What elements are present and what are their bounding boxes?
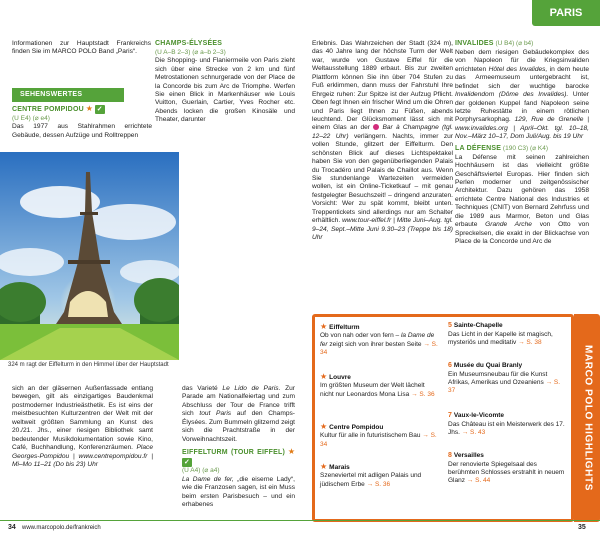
defense-title: LA DÉFENSE (455, 144, 502, 152)
page-number-right: 35 (578, 524, 586, 531)
highlight-item: ★ Marais Szeneviertel mit adligen Palais und jüdischem Erbe → S. 36 (320, 462, 422, 488)
centre-title: CENTRE POMPIDOU (12, 106, 84, 113)
photo-caption: 324 m ragt der Eiffelturm in den Himmel über der Hauptstadt (8, 362, 169, 368)
centre-pompidou-entry: CENTRE POMPIDOU ★ ✓ (U E4) (⌀ e4) Das 1977 aus Stahlrahmen errichtete Gebäude, dessen Aufzüge und Rolltreppen (12, 104, 152, 139)
map-icon: ⌀ (518, 40, 523, 47)
thumbs-icon: ✓ (96, 106, 103, 113)
champs-title: CHAMPS-ÉLYSÉES (155, 40, 223, 47)
highlight-item: ★ Centre Pompidou Kultur für alle in futuristischem Bau → S. 34 (320, 422, 437, 448)
map-icon: ⌀ (532, 144, 537, 152)
highlights-side-label: MARCO POLO HIGHLIGHTS (574, 314, 600, 522)
eiffel-tower-photo (0, 152, 179, 360)
star-icon: ★ (320, 372, 328, 381)
star-icon: ★ (320, 422, 328, 431)
champs-elysees-entry: CHAMPS-ÉLYSÉES (U A–B 2–3) (⌀ a–b 2–3) Die Shopping- und Flaniermeile von Paris zieht sich über eine Strecke von 2 km und fünf Metrostationen schnurgerade von der Place de la Concorde bis zum Arc de Triomphe. Werfen Sie einen Blick in Markenhäuser wie Louis Vuitton, Guerlain, Cartier, Yves Rocher etc. Abends locken die großen Kinosäle und Theater, darunter (155, 40, 295, 124)
eiffel-title: EIFFELTURM (TOUR EIFFEL) (182, 449, 285, 457)
highlight-item: 7 Vaux-le-Vicomte Das Château ist ein Meisterwerk des 17. Jhs. → S. 43 (448, 412, 565, 437)
footer-rule (0, 520, 300, 521)
highlight-item: ★ Louvre Im größten Museum der Welt lächelt nicht nur Leonardos Mona Lisa → S. 36 (320, 372, 435, 398)
highlight-item: 5 Sainte-Chapelle Das Licht in der Kapelle ist magisch, mysteriös und meditativ → S. 38 (448, 322, 553, 347)
invalides-entry: INVALIDES (U B4) (⌀ b4) Neben dem riesigen Gebäudekomplex des von Napoleon für die Kriegsinvaliden errichteten Hôtel des Invalides, in dem heute das Armeemuseum untergebracht ist, befindet sich der wuchtige barocke Invalidendom (Dôme des Invalides). Unter der goldenen Kuppel fand Napoleon seine letzte Ruhestätte in einem rötlichen Porphyrsarkophag. 129, Rue de Grenelle | www.invalides.org | April–Okt. tgl. 10–18, Nov.–März 10–17, Dom Juli/Aug. bis 19 Uhr LA DÉFENSE (190 C3) (⌀ K4) La Défense mit seinen zahlreichen Hochhäusern ist das vielleicht größte Geschäftsviertel Europas. Hier finden sich Perlen moderner und zeitgenössischer Architektur. Dazu gehören das 1958 errichtete Centre National des Industries et Techniques (CNIT) von Bernard Zehrfuss und die 1989 aus Marmor, Beton und Glas erbaute Grande Arche von Otto von Spreckelsen, die exakt in der Blickachse von Place de la Concorde und Arc de (455, 40, 590, 246)
star-icon: ★ (320, 322, 328, 331)
map-icon: ⌀ (34, 114, 39, 122)
star-icon: ★ (320, 462, 328, 471)
thumbs-icon: ✓ (184, 459, 190, 467)
highlight-item: 8 Versailles Der renovierte Spiegelsaal des berühmten Schlosses erstrahlt in neuem Glanz → S. 44 (448, 452, 565, 485)
section-label: SEHENSWERTES (12, 88, 124, 102)
footer-url: www.marcopolo.de/frankreich (22, 525, 101, 531)
highlight-item: 6 Musée du Quai Branly Ein Museumsneubau für die Kunst Afrikas, Amerikas und Ozeaniens → S. 37 (448, 362, 561, 395)
map-icon: ⌀ (204, 467, 209, 475)
bar-marker-icon (373, 124, 379, 130)
page-number-left: 34 (8, 524, 16, 531)
highlight-item: ★ Eiffelturm Ob von nah oder von fern – la Dame de fer zeigt sich von ihrer besten Seite → S. 34 (320, 322, 438, 356)
star-icon: ★ (85, 104, 93, 113)
champs-elysees-continued: das Varieté Le Lido de Paris. Zur Parade am Nationalfeiertag und zum Abschluss der Tour de France trifft sich tout Paris auf den Champs-Élysées. Zum Bummeln glitzernd zeigt sich die Prachtstraße in der Vorweihnachtszeit. EIFFELTURM (TOUR EIFFEL) ★ ✓ (U A4) (⌀ a4) La Dame de fer, „die eiserne Lady“, wie die Franzosen sagen, ist ein Muss beim ersten Parisbesuch – und ein erhabenes (182, 385, 295, 509)
city-tab: PARIS (532, 0, 600, 26)
eiffel-continued: Erlebnis. Das Wahrzeichen der Stadt (324 m), das 40 Jahre lang der höchste Turm der Welt war, wurde von Gustave Eiffel für die Weltausstellung 1889 erbaut. Bis zur zweiten Plattform können Sie ihn über 704 Stufen zu Fuß erklimmen, dann muss der Fahrstuhl Ihre Ehrgeiz ruhen: Zur Spitze ist der Aufzug Pflicht. Oben fegt Ihnen ein frischer Wind um die Ohren und Paris liegt Ihnen zu Füßen, abends leuchtend. Der Glücksmoment lässt sich mit einem Glas an der Bar à Champagne (tgl. 12–22 Uhr) verlängern. Nachts, immer zur vollen Stunde, glitzert der Eiffelturm. Den schönsten Blick auf dieses Lichtspektakel haben Sie von den gegenüberliegenden Palais du Trocadéro und Palais de Chaillot aus. Wenn Sie stundenlange Wartezeiten vermeiden wollen, ist ein Online-Ticketkauf – mit genau festgelegter Besuchszeit! – dringend anzuraten. Vorsicht: Wer zu spät kommt, bleibt unten. Treppentickets sind allerdings nur am Schalter erhältlich. www.tour-eiffel.fr | Mitte Juni–Aug. tgl. 9–24, Sept.–Mitte Juni 9.30–23 (Treppe bis 18) Uhr (312, 40, 453, 242)
intro-text: Informationen zur Hauptstadt Frankreichs finden Sie im MARCO POLO Band „Paris“. (12, 40, 151, 56)
footer-rule (300, 520, 600, 521)
star-icon: ★ (287, 447, 295, 457)
centre-pompidou-continued: sich an der gläsernen Außenfassade entlang bewegen, gilt als einzigartiges Baudenkmal postmoderner Industrieästhetik. Es ist eins der meistbesuchten Kulturzentren der Welt mit der weltweit größten Sammlung an Kunst des 20./21. Jhs., einer riesigen Bibliothek samt bedeutender Musikdokumentation sowie Kino, Café, Buchhandlung, Konferenzräumen. Place Georges-Pompidou | www.centrepompidou.fr | Mi–Mo 11–21 (Do bis 23) Uhr (12, 385, 153, 468)
map-icon: ⌀ (194, 48, 199, 56)
invalides-title: INVALIDES (455, 40, 494, 47)
